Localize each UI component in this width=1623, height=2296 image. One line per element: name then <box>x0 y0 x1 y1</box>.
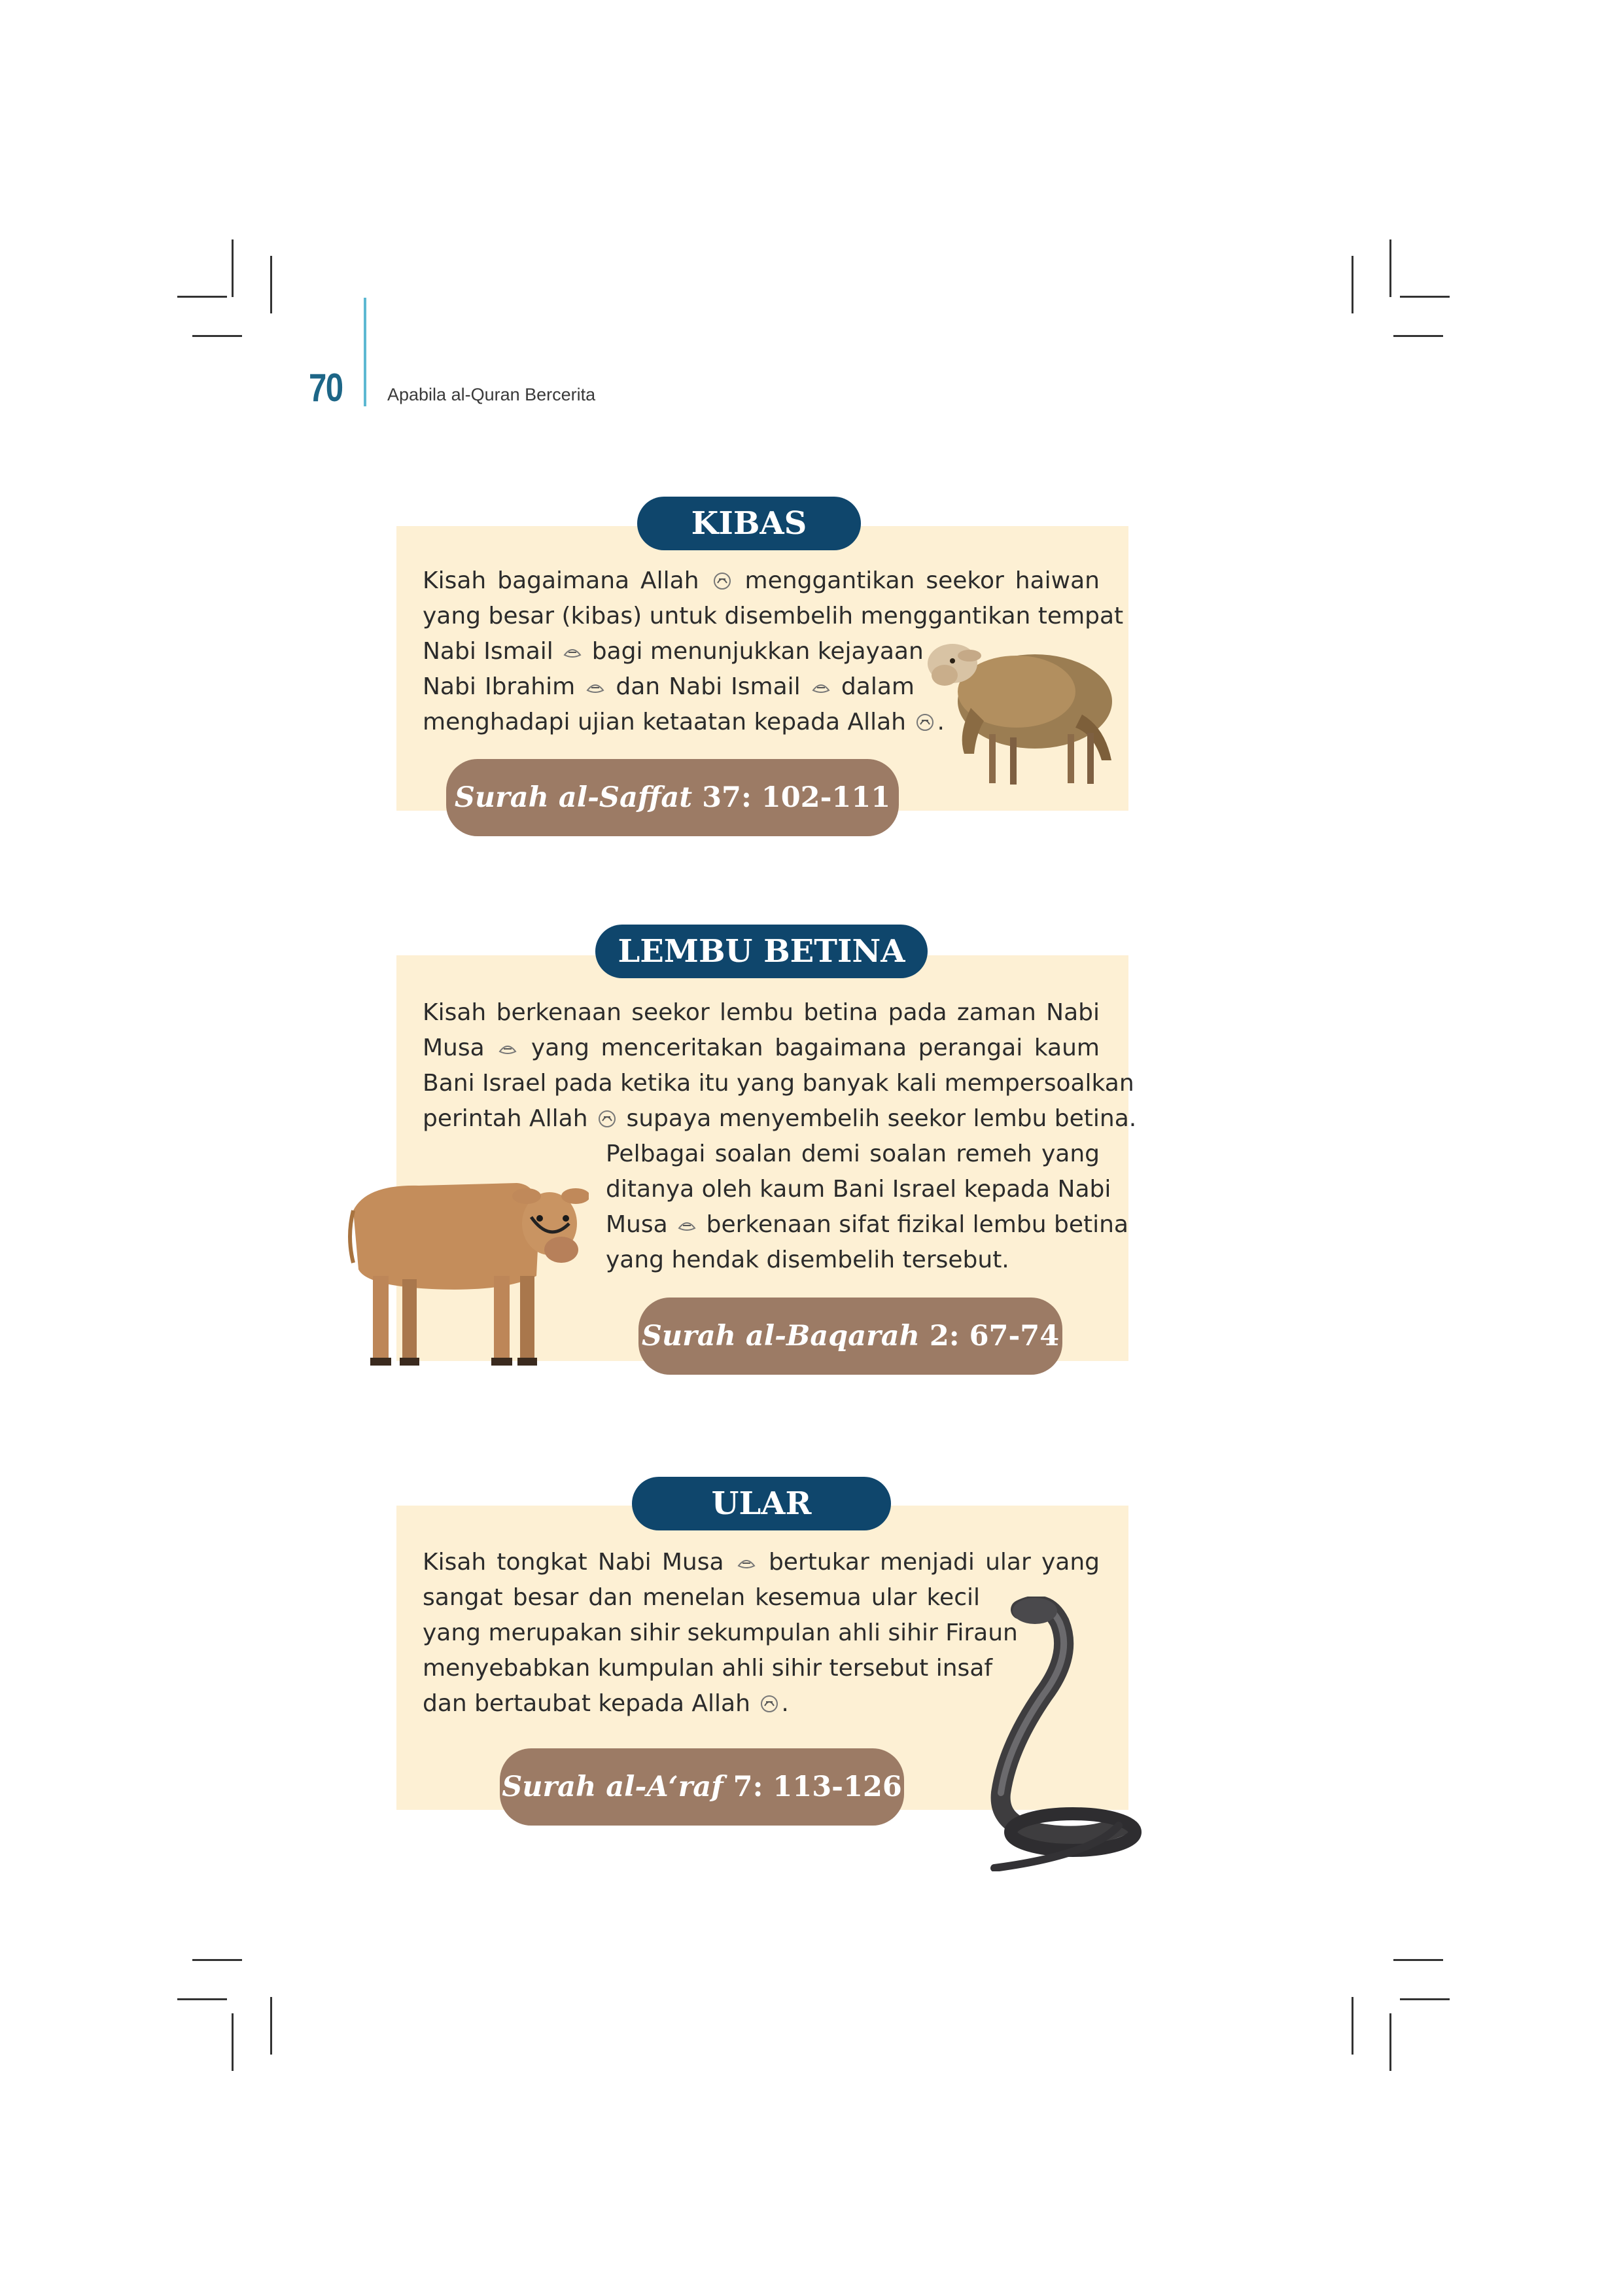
as-honorific-icon <box>585 672 605 692</box>
lembu-title: LEMBU BETINA <box>595 925 928 978</box>
as-honorific-icon <box>811 672 831 692</box>
surah-name: Surah al-Baqarah <box>641 1320 920 1352</box>
crop-mark <box>1389 239 1391 297</box>
page-number: 70 <box>309 366 343 410</box>
text-line: Kisah berkenaan seekor lembu betina pada zaman Nabi <box>423 999 1100 1026</box>
crop-mark <box>1393 335 1443 337</box>
verse-range: 2: 67-74 <box>929 1320 1060 1352</box>
text-line: Pelbagai soalan demi soalan remeh yang <box>606 1140 1100 1167</box>
crop-mark <box>270 256 272 313</box>
text-line: dan bertaubat kepada Allah . <box>423 1690 789 1717</box>
crop-mark <box>192 335 242 337</box>
crop-mark <box>192 1959 242 1961</box>
swt-honorific-icon <box>759 1689 779 1708</box>
kibas-title: KIBAS <box>637 497 861 550</box>
text-line: Nabi Ismail bagi menunjukkan kejayaan <box>423 638 924 665</box>
crop-mark <box>177 1998 227 2000</box>
text-line: Kisah tongkat Nabi Musa bertukar menjadi ular yang <box>423 1549 1100 1576</box>
ular-title: ULAR <box>632 1477 891 1530</box>
verse-range: 7: 113-126 <box>733 1771 902 1803</box>
text-line: sangat besar dan menelan kesemua ular kecil <box>423 1584 980 1611</box>
text-line: yang besar (kibas) untuk disembelih menggantikan tempat <box>423 603 1124 629</box>
crop-mark <box>1352 256 1353 313</box>
ular-surah-reference <box>500 1748 904 1826</box>
crop-mark <box>232 2013 234 2071</box>
swt-honorific-icon <box>712 566 732 586</box>
text-line: yang merupakan sihir sekumpulan ahli sihir Firaun <box>423 1619 1018 1646</box>
ram-illustration <box>918 629 1121 790</box>
crop-mark <box>232 239 234 297</box>
surah-name: Surah al-Saffat <box>454 781 693 814</box>
text-line: menghadapi ujian ketaatan kepada Allah . <box>423 709 945 735</box>
cobra-illustration <box>981 1597 1142 1871</box>
as-honorific-icon <box>737 1547 756 1567</box>
text-line: Nabi Ibrahim dan Nabi Ismail dalam <box>423 673 915 700</box>
running-title: Apabila al-Quran Bercerita <box>387 385 596 404</box>
as-honorific-icon <box>563 637 582 656</box>
as-honorific-icon <box>677 1210 697 1229</box>
cow-icon <box>350 1183 589 1366</box>
text-line: Bani Israel pada ketika itu yang banyak kali mempersoalkan <box>423 1070 1134 1097</box>
text-line: perintah Allah supaya menyembelih seekor lembu betina. <box>423 1105 1137 1132</box>
as-honorific-icon <box>498 1033 517 1053</box>
crop-mark <box>1389 2013 1391 2071</box>
text-line: menyebabkan kumpulan ahli sihir tersebut insaf <box>423 1655 993 1682</box>
crop-mark <box>1400 1998 1450 2000</box>
text-line: Musa yang menceritakan bagaimana perangai kaum <box>423 1034 1100 1061</box>
crop-mark <box>1352 1997 1353 2055</box>
text-line: Musa berkenaan sifat fizikal lembu betina <box>606 1211 1128 1238</box>
header-rule <box>364 298 366 406</box>
text-line: ditanya oleh kaum Bani Israel kepada Nabi <box>606 1176 1111 1203</box>
text-line: yang hendak disembelih tersebut. <box>606 1246 1009 1273</box>
verse-range: 37: 102-111 <box>702 781 891 814</box>
surah-name: Surah al-A‘raf <box>502 1771 724 1803</box>
ram-icon <box>928 644 1112 785</box>
swt-honorific-icon <box>597 1104 617 1123</box>
crop-mark <box>270 1997 272 2055</box>
cow-illustration <box>340 1171 589 1374</box>
crop-mark <box>177 296 227 298</box>
text-line: Kisah bagaimana Allah menggantikan seekor haiwan <box>423 567 1100 594</box>
cobra-icon <box>994 1598 1135 1868</box>
kibas-surah-reference <box>446 759 899 836</box>
crop-mark <box>1393 1959 1443 1961</box>
crop-mark <box>1400 296 1450 298</box>
lembu-surah-reference <box>638 1298 1062 1375</box>
